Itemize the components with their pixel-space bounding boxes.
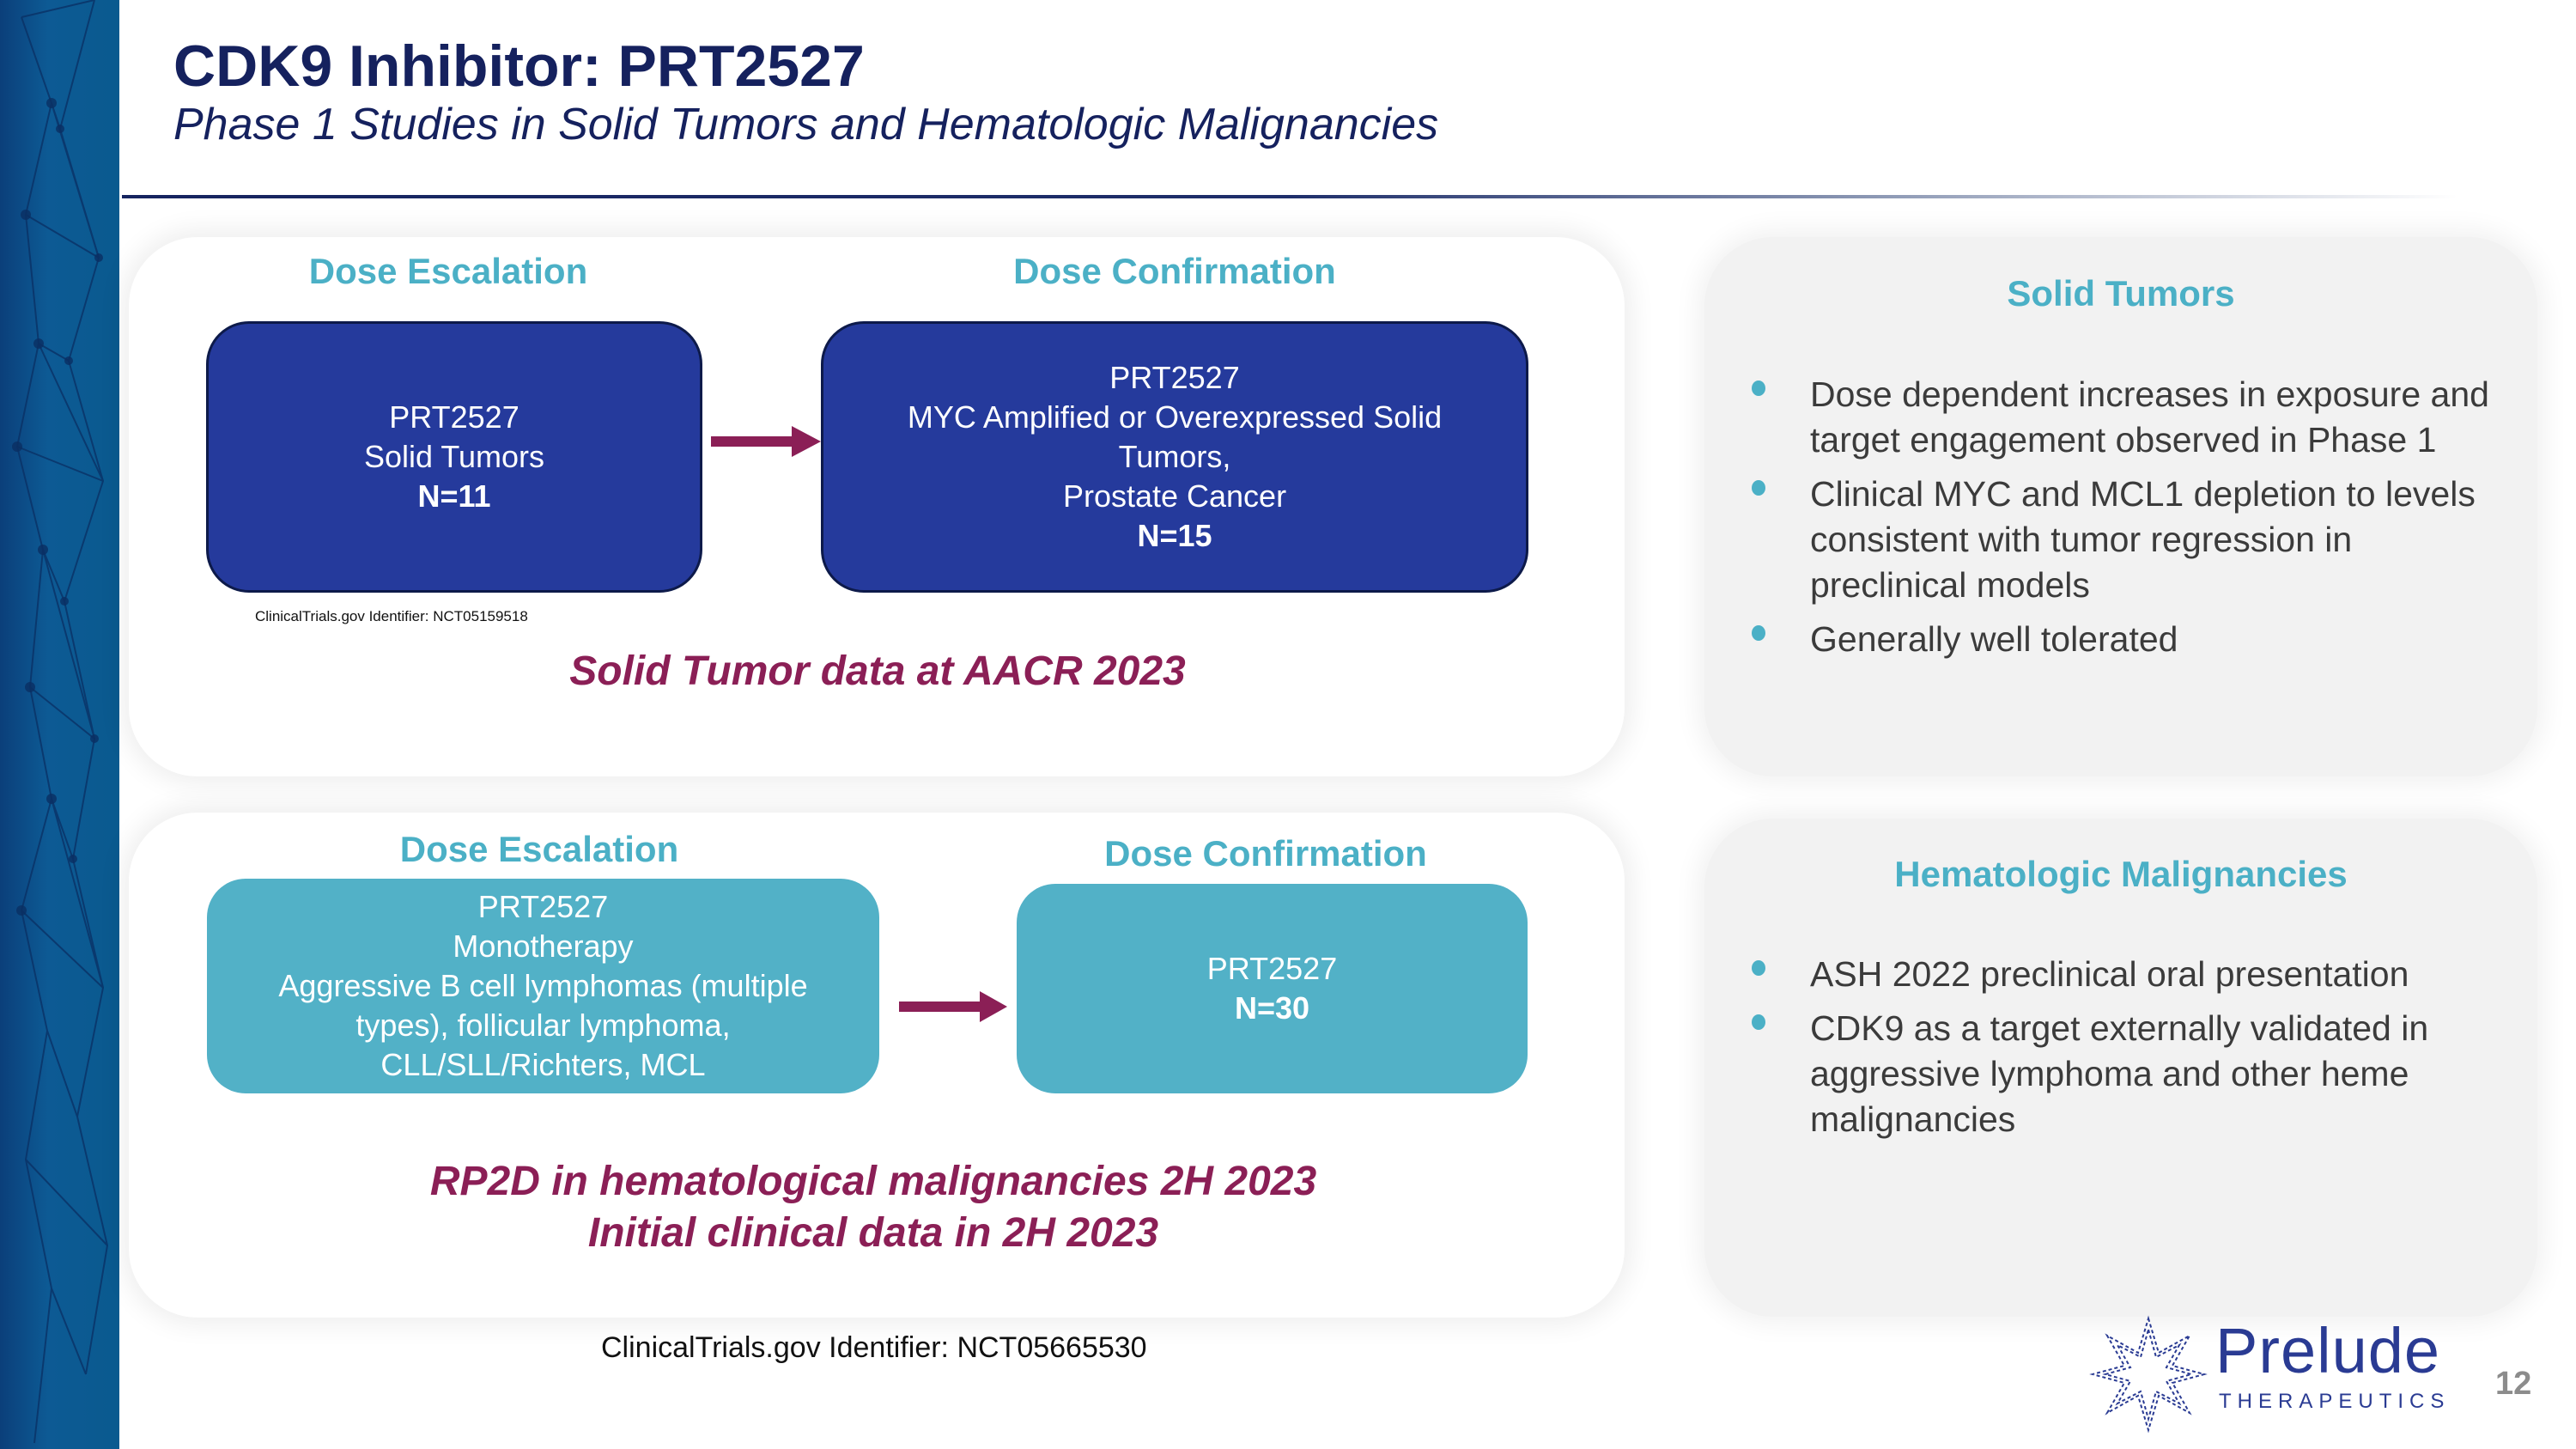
heme-escalation-box [207,879,879,1093]
title-divider [122,195,2458,198]
star-helix-logo-icon [2088,1314,2208,1434]
prelude-logo [2088,1314,2451,1434]
solid-trial-identifier: ClinicalTrials.gov Identifier: NCT05159518 [255,608,528,624]
list-item: Clinical MYC and MCL1 depletion to levels consistent with tumor regression in preclinical models [1752,472,2507,608]
list-item: Dose dependent increases in exposure and target engagement observed in Phase 1 [1752,372,2507,463]
enrollment-count: N=15 [1137,518,1212,553]
list-item: ASH 2022 preclinical oral presentation [1752,952,2507,997]
box-line: Solid Tumors [363,439,545,474]
page-title: CDK9 Inhibitor: PRT2527 [173,33,865,99]
heme-highlight [430,1156,1316,1259]
box-line: PRT2527 [1206,951,1338,986]
list-item: CDK9 as a target externally validated in aggressive lymphoma and other heme malignancies [1752,1006,2507,1142]
solid-confirmation-label: Dose Confirmation [1013,251,1336,291]
bullet-dot-icon [1752,381,1765,396]
heme-confirmation-box [1017,884,1528,1093]
box-line: Prostate Cancer [1062,478,1287,514]
solid-confirmation-box [821,321,1528,593]
box-line: Aggressive B cell lymphomas (multiple [278,968,808,1003]
solid-tumors-card-title: Solid Tumors [2007,273,2235,314]
logo-wordmark: Prelude [2215,1315,2441,1386]
box-line: PRT2527 [1109,360,1240,395]
box-line: PRT2527 [389,399,519,435]
list-item: Generally well tolerated [1752,617,2507,662]
box-line: Monotherapy [453,928,634,964]
box-line: types), follicular lymphoma, [355,1008,731,1043]
arrow-right-icon [711,426,821,457]
solid-tumor-highlight: Solid Tumor data at AACR 2023 [569,648,1186,694]
heme-confirmation-label: Dose Confirmation [1104,833,1427,874]
heme-escalation-label: Dose Escalation [399,829,679,869]
page-number: 12 [2495,1366,2532,1402]
enrollment-count: N=11 [417,478,491,514]
enrollment-count: N=30 [1234,990,1310,1026]
bullet-dot-icon [1752,1014,1765,1030]
heme-card-title: Hematologic Malignancies [1894,854,2348,894]
heme-highlight-line-1: RP2D in hematological malignancies 2H 2023 [429,1159,1317,1204]
box-line: PRT2527 [477,889,609,924]
logo-tagline: THERAPEUTICS [2219,1390,2451,1413]
decorative-sidebar [0,0,119,1449]
solid-tumors-bullets [1752,372,2507,671]
solid-escalation-box [206,321,702,593]
bullet-dot-icon [1752,480,1765,496]
heme-highlight-line-2: Initial clinical data in 2H 2023 [587,1210,1159,1256]
solid-escalation-label: Dose Escalation [308,251,588,291]
bullet-dot-icon [1752,625,1765,641]
heme-trial-identifier: ClinicalTrials.gov Identifier: NCT05665530 [601,1331,1147,1364]
arrow-right-icon [899,991,1007,1022]
heme-bullets [1752,952,2507,1151]
box-line: Tumors, [1118,439,1231,474]
network-pattern-icon [0,0,119,1449]
bullet-dot-icon [1752,960,1765,976]
box-line: CLL/SLL/Richters, MCL [380,1047,706,1082]
page-subtitle: Phase 1 Studies in Solid Tumors and Hematologic Malignancies [173,100,1439,149]
box-line: MYC Amplified or Overexpressed Solid [907,399,1443,435]
